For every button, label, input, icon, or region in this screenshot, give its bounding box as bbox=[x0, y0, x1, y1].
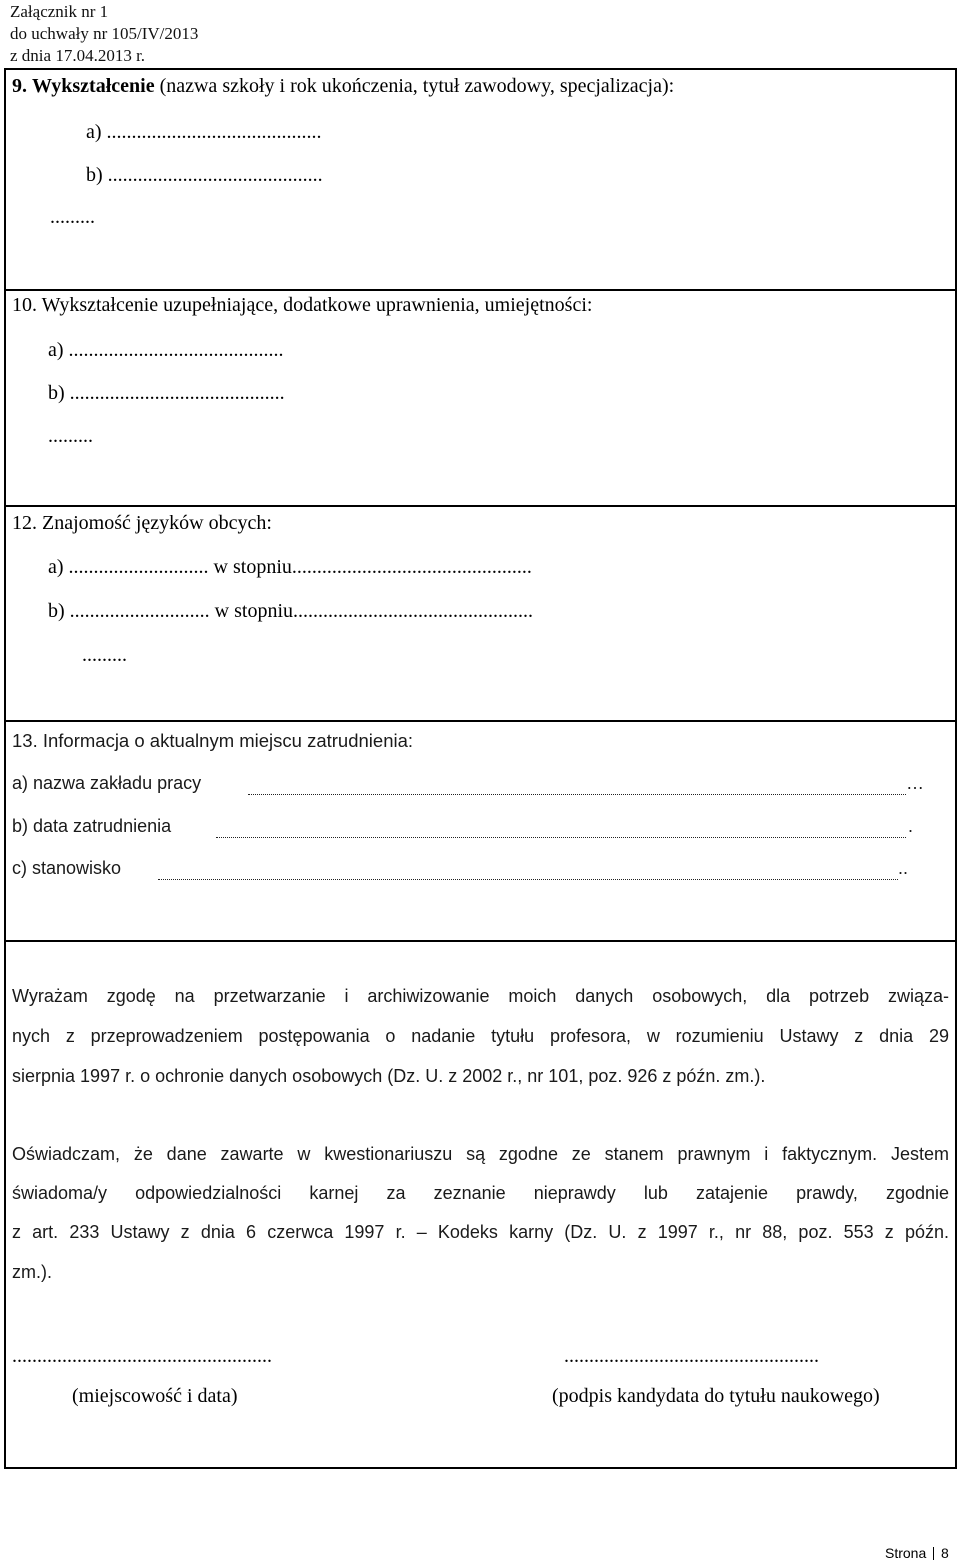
employer-name-end: … bbox=[906, 773, 924, 793]
section-9-more[interactable]: ......... bbox=[50, 206, 95, 228]
employment-date-field[interactable] bbox=[216, 837, 906, 838]
place-date-label: (miejscowość i data) bbox=[72, 1385, 238, 1407]
section-13-title: 13. Informacja o aktualnym miejscu zatrudnienia: bbox=[12, 730, 414, 751]
declaration-line-4: zm.). bbox=[12, 1262, 52, 1282]
section-10-more[interactable]: ......... bbox=[48, 425, 93, 447]
resolution-date: z dnia 17.04.2013 r. bbox=[10, 46, 146, 65]
declaration-line-3: z art. 233 Ustawy z dnia 6 czerwca 1997 r. – Kodeks karny (Dz. U. z 1997 r., nr 88, poz. 553 z późn. bbox=[12, 1222, 949, 1242]
position-end: .. bbox=[898, 858, 909, 878]
consent-line-2: nych z przeprowadzeniem postępowania o nadanie tytułu profesora, w rozumieniu Ustawy z dnia 29 bbox=[12, 1026, 949, 1046]
section-10-item-b[interactable]: b) ........................................... bbox=[48, 382, 285, 404]
attachment-label: Załącznik nr 1 bbox=[10, 2, 109, 21]
section-12-more[interactable]: ......... bbox=[82, 644, 127, 666]
section-9-title: Wykształcenie bbox=[32, 75, 155, 97]
position-field[interactable] bbox=[158, 879, 898, 880]
place-date-field[interactable]: .................................................... bbox=[12, 1345, 272, 1367]
section-12-item-a[interactable]: a) ............................ w stopniu................................................ bbox=[48, 556, 532, 578]
section-9-number: 9. bbox=[12, 75, 27, 97]
section-10-item-a[interactable]: a) ........................................... bbox=[48, 339, 284, 361]
resolution-number: do uchwały nr 105/IV/2013 bbox=[10, 24, 199, 43]
consent-line-1: Wyrażam zgodę na przetwarzanie i archiwizowanie moich danych osobowych, dla potrzeb związa- bbox=[12, 986, 949, 1006]
signature-label: (podpis kandydata do tytułu naukowego) bbox=[552, 1385, 880, 1407]
section-12-item-b[interactable]: b) ............................ w stopniu................................................ bbox=[48, 600, 533, 622]
page-divider bbox=[933, 1547, 934, 1560]
employer-name-field[interactable] bbox=[248, 794, 906, 795]
section-9-item-a[interactable]: a) ........................................... bbox=[86, 121, 322, 143]
declaration-line-2: świadoma/y odpowiedzialności karnej za zeznanie nieprawdy lub zatajenie prawdy, zgodnie bbox=[12, 1183, 949, 1203]
section-9-subtitle: (nazwa szkoły i rok ukończenia, tytuł zawodowy, specjalizacja): bbox=[159, 75, 675, 97]
employment-date-label: b) data zatrudnienia bbox=[12, 816, 172, 836]
page-number: 8 bbox=[941, 1545, 949, 1561]
employment-date-end: . bbox=[908, 816, 914, 836]
section-9-heading bbox=[12, 75, 674, 98]
section-10-title: 10. Wykształcenie uzupełniające, dodatkowe uprawnienia, umiejętności: bbox=[12, 294, 593, 316]
signature-field[interactable]: ................................................... bbox=[564, 1345, 819, 1367]
position-label: c) stanowisko bbox=[12, 858, 122, 878]
section-9-item-b[interactable]: b) ........................................... bbox=[86, 164, 323, 186]
employer-name-label: a) nazwa zakładu pracy bbox=[12, 773, 202, 793]
page-label: Strona bbox=[885, 1545, 927, 1561]
section-12-title: 12. Znajomość języków obcych: bbox=[12, 512, 272, 534]
consent-line-3: sierpnia 1997 r. o ochronie danych osobowych (Dz. U. z 2002 r., nr 101, poz. 926 z późn. zm.). bbox=[12, 1066, 766, 1086]
declaration-line-1: Oświadczam, że dane zawarte w kwestionariuszu są zgodne ze stanem prawnym i faktycznym. Jestem bbox=[12, 1144, 949, 1164]
